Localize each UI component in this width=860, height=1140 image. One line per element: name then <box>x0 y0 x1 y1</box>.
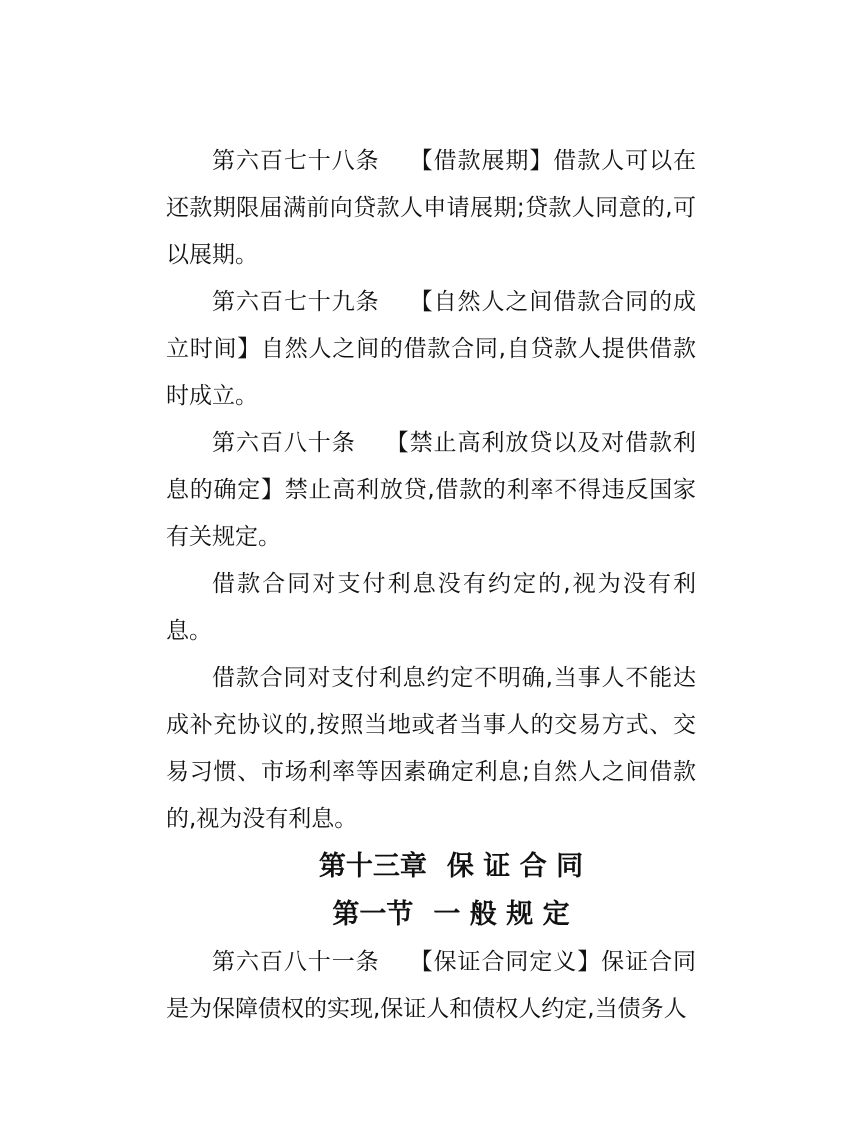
article-number: 第六百八十一条 <box>212 949 380 975</box>
article-text: 【禁止高利放贷以及对借款利息的确定】禁止高利放贷,借款的利率不得违反国家有关规定。 <box>166 430 697 550</box>
article-number: 第六百八十条 <box>212 430 356 456</box>
article-text: 【保证合同定义】保证合同是为保障债权的实现,保证人和债权人约定,当债务人 <box>166 949 697 1022</box>
article-679 <box>166 279 696 420</box>
section-heading <box>166 891 696 939</box>
article-number: 第六百七十八条 <box>212 148 380 174</box>
article-678 <box>166 138 696 279</box>
article-680 <box>166 420 696 561</box>
chapter-heading <box>166 843 696 891</box>
article-text: 【自然人之间借款合同的成立时间】自然人之间的借款合同,自贷款人提供借款时成立。 <box>166 289 697 409</box>
article-number: 第六百七十九条 <box>212 289 380 315</box>
section-number: 第一节 <box>332 899 414 930</box>
section-title: 一 般 规 定 <box>433 899 570 930</box>
document-body <box>166 138 696 1033</box>
chapter-number: 第十三章 <box>318 851 427 882</box>
article-text: 【借款展期】借款人可以在还款期限届满前向贷款人申请展期;贷款人同意的,可以展期。 <box>166 148 697 268</box>
paragraph-unclear-interest: 借款合同对支付利息约定不明确,当事人不能达成补充协议的,按照当地或者当事人的交易方式、交易习惯、市场利率等因素确定利息;自然人之间借款的,视为没有利息。 <box>166 665 696 832</box>
article-681 <box>166 939 696 1033</box>
paragraph-no-interest: 借款合同对支付利息没有约定的,视为没有利息。 <box>166 571 696 644</box>
chapter-title: 保 证 合 同 <box>446 851 584 882</box>
